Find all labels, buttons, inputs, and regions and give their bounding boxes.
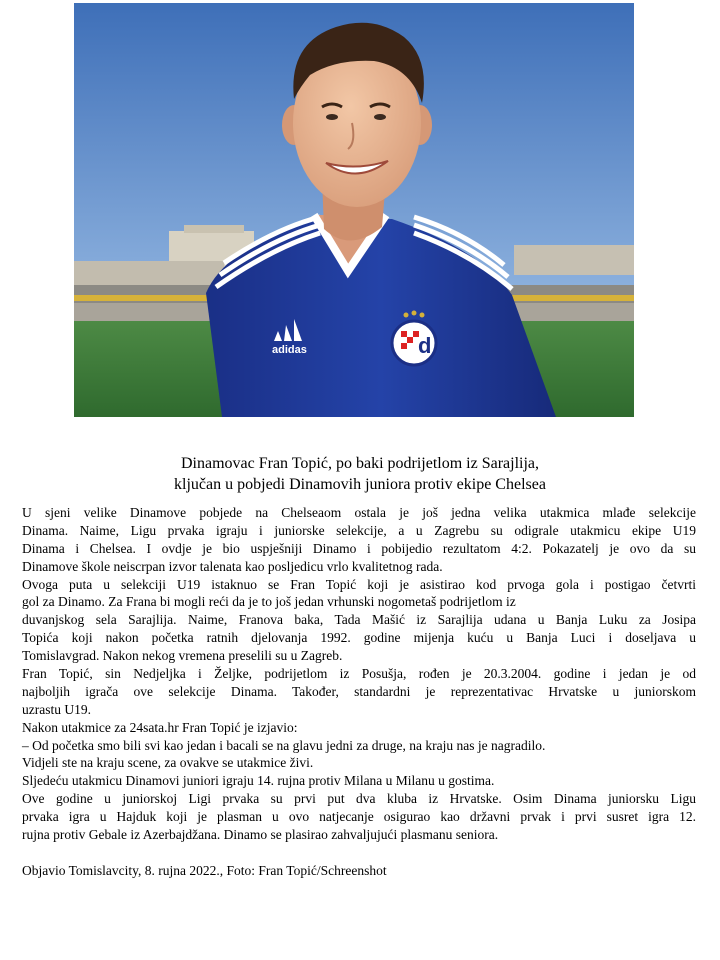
text-line: Ovoga puta u selekciji U19 istaknuo se Fran Topić koji je asistirao kod prvoga gola i postigao četvrti xyxy=(22,576,696,592)
text-line: Dinamove škole neiscrpan izvor talenata kao posljedicu vrlo kvalitetnog rada. xyxy=(22,558,443,574)
paragraph-league xyxy=(22,790,696,844)
text-line: Tomislavgrad. Nakon nekog vremena preselili su u Zagreb. xyxy=(22,648,343,664)
paragraph-spacer xyxy=(22,844,696,862)
text-line: Topića koji nakon početka ratnih djelovanja 1992. godine mijenja kuću u Banja Luci i doseljava u xyxy=(22,630,696,646)
paragraph-bio xyxy=(22,665,696,719)
text-line: prvaka igra u Hajduk koji je plasman u ovo natjecanje osigurao kao državni prvak i prvi susret igra 12. xyxy=(22,809,696,825)
player-photo xyxy=(74,3,634,417)
text-line: gol za Dinamo. Za Frana bi mogli reći da je to još jedan vrhunski nogometaš podrijetlom iz xyxy=(22,594,516,610)
text-line: Vidjeli ste na kraju scene, za ovakve se utakmice živi. xyxy=(22,755,314,771)
text-line: Nakon utakmice za 24sata.hr Fran Topić je izjavio: xyxy=(22,719,298,735)
paragraph-family xyxy=(22,576,696,665)
text-line: U sjeni velike Dinamove pobjede na Chelseaom ostala je još jedna velika utakmica mlađe selekcije xyxy=(22,505,696,520)
text-line: Sljedeću utakmicu Dinamovi juniori igraju 14. rujna protiv Milana u Milanu u gostima. xyxy=(22,773,495,789)
text-line: Ove godine u juniorskoj Ligi prvaka su prvi put dva kluba iz Hrvatske. Osim Dinama juniorsku Ligu xyxy=(22,791,696,807)
text-line: rujna protiv Gebale iz Azerbajdžana. Dinamo se plasirao zahvaljujući plasmanu seniora. xyxy=(22,827,499,843)
text-line: Dinama i Chelsea. I ovdje je bio uspješniji Dinamo i pobijedio rezultatom 4:2. Pokazatelj je ovo da su xyxy=(22,540,696,556)
paragraph-next-match xyxy=(22,772,696,790)
article-photo xyxy=(74,3,634,417)
paragraph-intro xyxy=(22,504,696,576)
text-line: duvanjskog sela Sarajlija. Naime, Franova baka, Tada Mašić iz Sarajlija udana u Banja Luku za Josipa xyxy=(22,612,696,628)
headline-line-1: Dinamovac Fran Topić, po baki podrijetlom iz Sarajlija, xyxy=(180,455,540,472)
article-body xyxy=(22,504,696,880)
text-line: Dinama. Naime, Ligu prvaka igraju i juniorske selekcije, a u Zagrebu su odigrale utakmicu ekipe U19 xyxy=(22,522,696,538)
text-line: najboljih igrača ove selekcije Dinama. Također, standardni je reprezentativac Hrvatske u juniorskom xyxy=(22,683,696,699)
text-line: uzrastu U19. xyxy=(22,701,91,717)
text-line: Fran Topić, sin Nedjeljka i Željke, podrijetlom iz Posušja, rođen je 20.3.2004. godine i jedan je od xyxy=(22,666,696,682)
svg-text:d: d xyxy=(418,333,432,358)
text-line: – Od početka smo bili svi kao jedan i bacali se na glavu jedni za druge, na kraju nas je nagradilo. xyxy=(22,737,546,753)
headline-line-2: ključan u pobjedi Dinamovih juniora protiv ekipe Chelsea xyxy=(174,476,546,493)
photo-credit: Objavio Tomislavcity, 8. rujna 2022., Foto: Fran Topić/Schreenshot xyxy=(22,862,387,878)
svg-text:adidas: adidas xyxy=(272,344,307,356)
paragraph-quote xyxy=(22,719,696,773)
